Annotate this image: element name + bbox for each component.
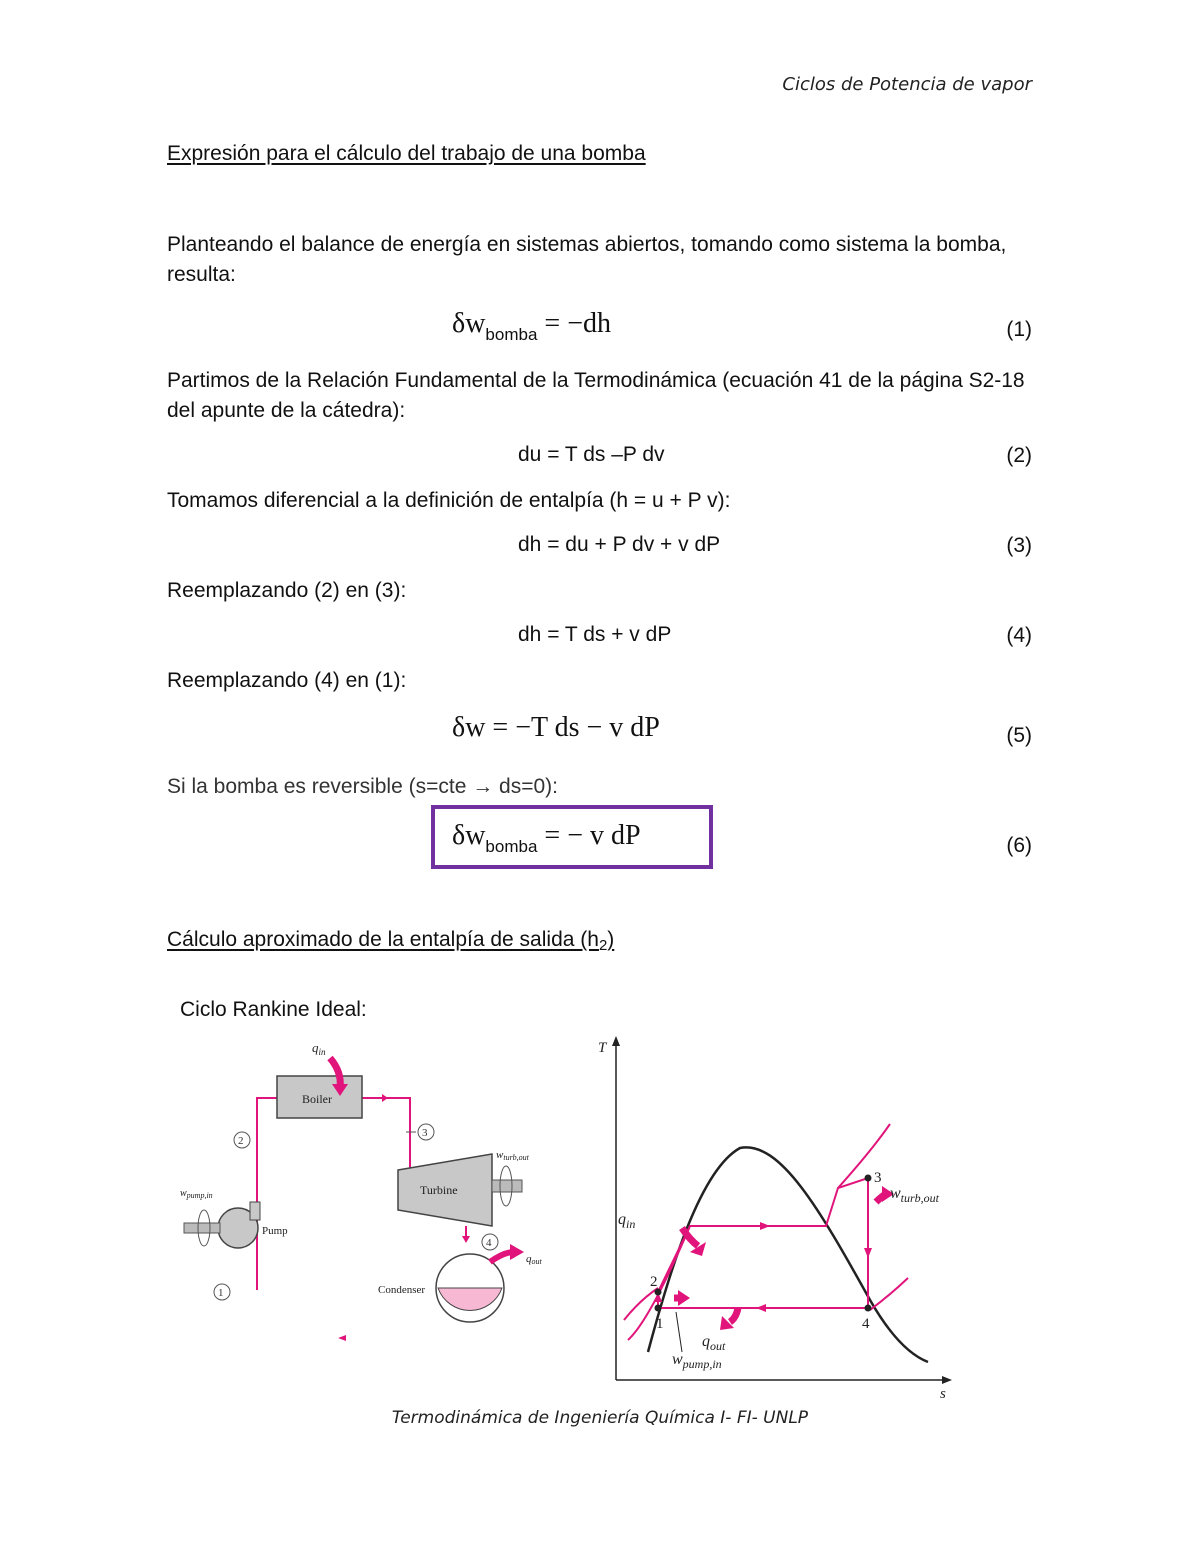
condenser-label: Condenser: [378, 1284, 426, 1296]
ts-state-1: 1: [656, 1316, 664, 1332]
rankine-cycle-label: Ciclo Rankine Ideal:: [180, 998, 367, 1021]
pump-label: Pump: [262, 1225, 288, 1237]
ts-x-axis-label: s: [940, 1386, 946, 1402]
equation-5-number: (5): [1006, 724, 1032, 747]
section2-title-subscript: 2: [598, 937, 608, 954]
ts-diagram: [590, 1030, 970, 1402]
boiler-label: Boiler: [302, 1092, 332, 1106]
pump-shaft: [184, 1223, 220, 1233]
equation-1: [452, 308, 611, 344]
ts-w-pump-leader: [676, 1312, 682, 1352]
eq1-subscript: bomba: [485, 325, 538, 344]
equation-5: δw = −T ds − v dP: [452, 712, 660, 743]
equation-4-number: (4): [1006, 624, 1032, 647]
schematic-state-1: 1: [218, 1287, 224, 1299]
ts-point-3: [865, 1175, 872, 1182]
equation-1-number: (1): [1006, 318, 1032, 341]
schematic-w-turb: wturb,out: [496, 1149, 529, 1162]
pipe-boiler-turbine: [362, 1098, 410, 1170]
equation-3-number: (3): [1006, 534, 1032, 557]
ts-state-3: 3: [874, 1170, 882, 1186]
ts-w-turb-label: $w_{turb,out}$: [890, 1185, 940, 1205]
paragraph-replace-4-in-1: Reemplazando (4) en (1):: [167, 669, 407, 692]
ts-y-axis-label: T: [598, 1040, 607, 1056]
equation-2: du = T ds –P dv: [518, 443, 665, 466]
schematic-q-out: qout: [526, 1253, 542, 1266]
turbine-label: Turbine: [420, 1183, 458, 1197]
equation-2-number: (2): [1006, 444, 1032, 467]
pipe-pump-boiler: [257, 1098, 277, 1290]
paragraph-energy-balance: Planteando el balance de energía en sistemas abiertos, tomando como sistema la bomba, resulta:: [167, 233, 1007, 286]
equation-6: [452, 820, 641, 856]
paragraph-replace-2-in-3: Reemplazando (2) en (3):: [167, 579, 407, 602]
section-title-pump-work: Expresión para el cálculo del trabajo de una bomba: [167, 142, 646, 165]
paragraph-fundamental-relation: Partimos de la Relación Fundamental de la Termodinámica (ecuación 41 de la página S2-18 del apunte de la cátedra):: [167, 369, 1025, 422]
section2-title-main: Cálculo aproximado de la entalpía de salida (h: [167, 928, 599, 951]
schematic-q-in: $q_{in}$: [312, 1040, 326, 1057]
section-title-outlet-enthalpy: [167, 928, 614, 952]
running-header: Ciclos de Potencia de vapor: [782, 74, 1032, 95]
ts-point-1: [655, 1305, 662, 1312]
ts-q-out-label: $q_{out}$: [702, 1333, 726, 1353]
eq6-lhs: δw: [452, 820, 486, 851]
schematic-state-2: 2: [238, 1135, 244, 1147]
equation-4: dh = T ds + v dP: [518, 623, 672, 646]
ts-q-in-label: $q_{in}$: [618, 1211, 636, 1231]
ts-q-out-arrow: [730, 1308, 738, 1322]
schematic-state-4: 4: [486, 1237, 492, 1249]
ts-point-4: [865, 1305, 872, 1312]
paragraph-reversible-pump: Si la bomba es reversible (s=cte → ds=0):: [167, 775, 559, 798]
schematic-w-pump: $w_{pump,in}$: [180, 1188, 213, 1200]
turbine-shaft: [492, 1180, 522, 1192]
page-footer: Termodinámica de Ingeniería Química I- FI- UNLP: [391, 1408, 809, 1428]
isobar-low-superheat: [870, 1278, 908, 1310]
section2-title-end: ): [607, 928, 615, 951]
schematic-state-3: 3: [422, 1127, 428, 1139]
equation-6-number: (6): [1006, 834, 1032, 857]
eq1-rhs: = −dh: [544, 308, 611, 339]
equation-3: dh = du + P dv + v dP: [518, 533, 721, 556]
rankine-schematic: [170, 1030, 570, 1360]
eq6-subscript: bomba: [485, 837, 538, 856]
pump-outlet: [250, 1202, 260, 1220]
ts-q-in-arrow: [682, 1228, 698, 1246]
ts-state-2: 2: [650, 1274, 658, 1290]
eq1-lhs: δw: [452, 308, 486, 339]
ts-state-4: 4: [862, 1316, 870, 1332]
saturation-dome: [648, 1147, 928, 1362]
eq6-rhs: = − v dP: [544, 820, 641, 851]
ts-w-pump-label: $w_{pump,in}$: [672, 1351, 722, 1371]
paragraph-enthalpy-differential: Tomamos diferencial a la definición de entalpía (h = u + P v):: [167, 489, 731, 512]
